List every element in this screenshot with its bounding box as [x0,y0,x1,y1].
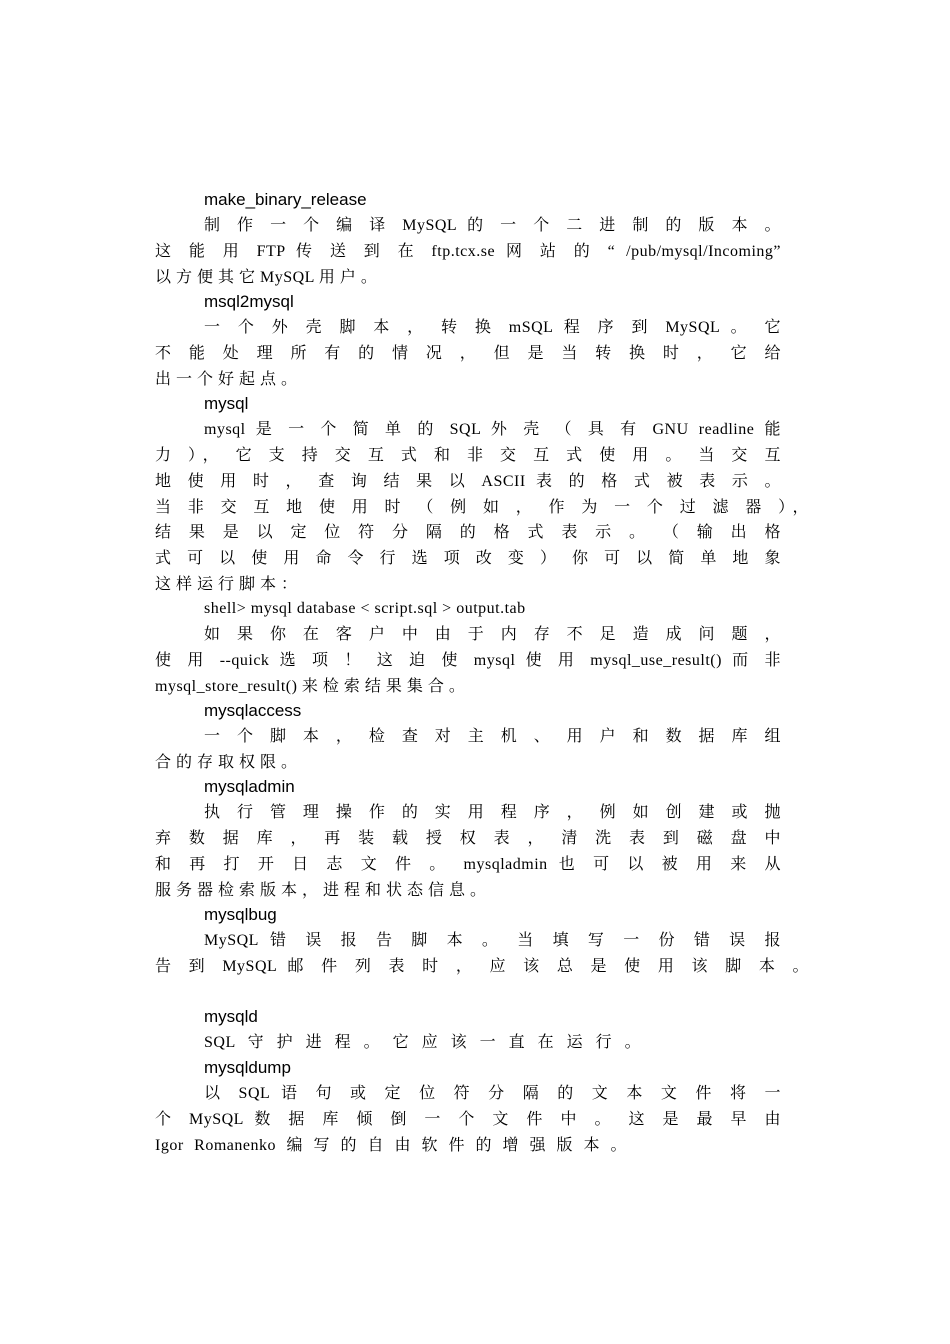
paragraph-line: mysql_store_result() 来 检 索 结 果 集 合 。 [155,678,466,695]
paragraph-line: SQL 守 护 进 程 。 它 应 该 一 直 在 运 行 。 [204,1034,642,1051]
paragraph-line: 弃 数 据 库 ， 再 装 载 授 权 表 ， 清 洗 表 到 磁 盘 中 [155,830,781,847]
section-heading-mysqld: mysqld [204,1007,258,1026]
paragraph-line: 出 一 个 好 起 点 。 [155,371,298,388]
paragraph-line: 制 作 一 个 编 译 MySQL 的 一 个 二 进 制 的 版 本 。 [204,217,781,234]
section-heading-msql2mysql: msql2mysql [204,292,294,311]
code-example-line: shell> mysql database < script.sql > output.tab [204,600,526,617]
section-heading-mysqldump: mysqldump [204,1058,291,1077]
paragraph-line: 一 个 脚 本 ， 检 查 对 主 机 、 用 户 和 数 据 库 组 [204,728,781,745]
section-heading-mysqlaccess: mysqlaccess [204,701,302,720]
paragraph-line: 不 能 处 理 所 有 的 情 况 ， 但 是 当 转 换 时 ， 它 给 [155,345,781,362]
section-heading-mysqladmin: mysqladmin [204,777,295,796]
paragraph-line: 以 SQL 语 句 或 定 位 符 分 隔 的 文 本 文 件 将 一 [204,1085,781,1102]
paragraph-line: 式 可 以 使 用 命 令 行 选 项 改 变 ） 你 可 以 简 单 地 象 [155,550,781,567]
paragraph-line: 这 能 用 FTP 传 送 到 在 ftp.tcx.se 网 站 的 “ /pub/mysql/Incoming” [155,243,781,260]
paragraph-line: MySQL 错 误 报 告 脚 本 。 当 填 写 一 份 错 误 报 [204,932,781,949]
paragraph-line: 一 个 外 壳 脚 本 ， 转 换 mSQL 程 序 到 MySQL 。 它 [204,319,781,336]
paragraph-line: 告 到 MySQL 邮 件 列 表 时 ， 应 该 总 是 使 用 该 脚 本 。 [155,958,809,975]
paragraph-line: 力 ）， 它 支 持 交 互 式 和 非 交 互 式 使 用 。 当 交 互 [155,447,781,464]
paragraph-line: 服 务 器 检 索 版 本 ， 进 程 和 状 态 信 息 。 [155,882,487,899]
paragraph-line: 使 用 --quick 选 项 ！ 这 迫 使 mysql 使 用 mysql_use_result() 而 非 [155,652,781,669]
paragraph-line: 个 MySQL 数 据 库 倾 倒 一 个 文 件 中 。 这 是 最 早 由 [155,1111,781,1128]
paragraph-line: Igor Romanenko 编 写 的 自 由 软 件 的 增 强 版 本 。 [155,1137,627,1154]
paragraph-line: 以 方 便 其 它 MySQL 用 户 。 [155,269,378,286]
paragraph-line: 地 使 用 时 ， 查 询 结 果 以 ASCII 表 的 格 式 被 表 示 。 [155,473,781,490]
paragraph-line: 当 非 交 互 地 使 用 时 （ 例 如 ， 作 为 一 个 过 滤 器 ）， [155,499,809,516]
paragraph-line: 合 的 存 取 权 限 。 [155,754,298,771]
section-heading-mysqlbug: mysqlbug [204,905,277,924]
paragraph-line: 结 果 是 以 定 位 符 分 隔 的 格 式 表 示 。 （ 输 出 格 [155,524,781,541]
section-heading-make-binary-release: make_binary_release [204,190,367,209]
section-heading-mysql: mysql [204,394,249,413]
paragraph-line: 如 果 你 在 客 户 中 由 于 内 存 不 足 造 成 问 题 ， [204,626,781,643]
paragraph-line: 执 行 管 理 操 作 的 实 用 程 序 ， 例 如 创 建 或 抛 [204,804,781,821]
paragraph-line: 这 样 运 行 脚 本 ： [155,576,298,593]
paragraph-line: mysql 是 一 个 简 单 的 SQL 外 壳 （ 具 有 GNU readline 能 [204,421,781,438]
paragraph-line: 和 再 打 开 日 志 文 件 。 mysqladmin 也 可 以 被 用 来 从 [155,856,781,873]
